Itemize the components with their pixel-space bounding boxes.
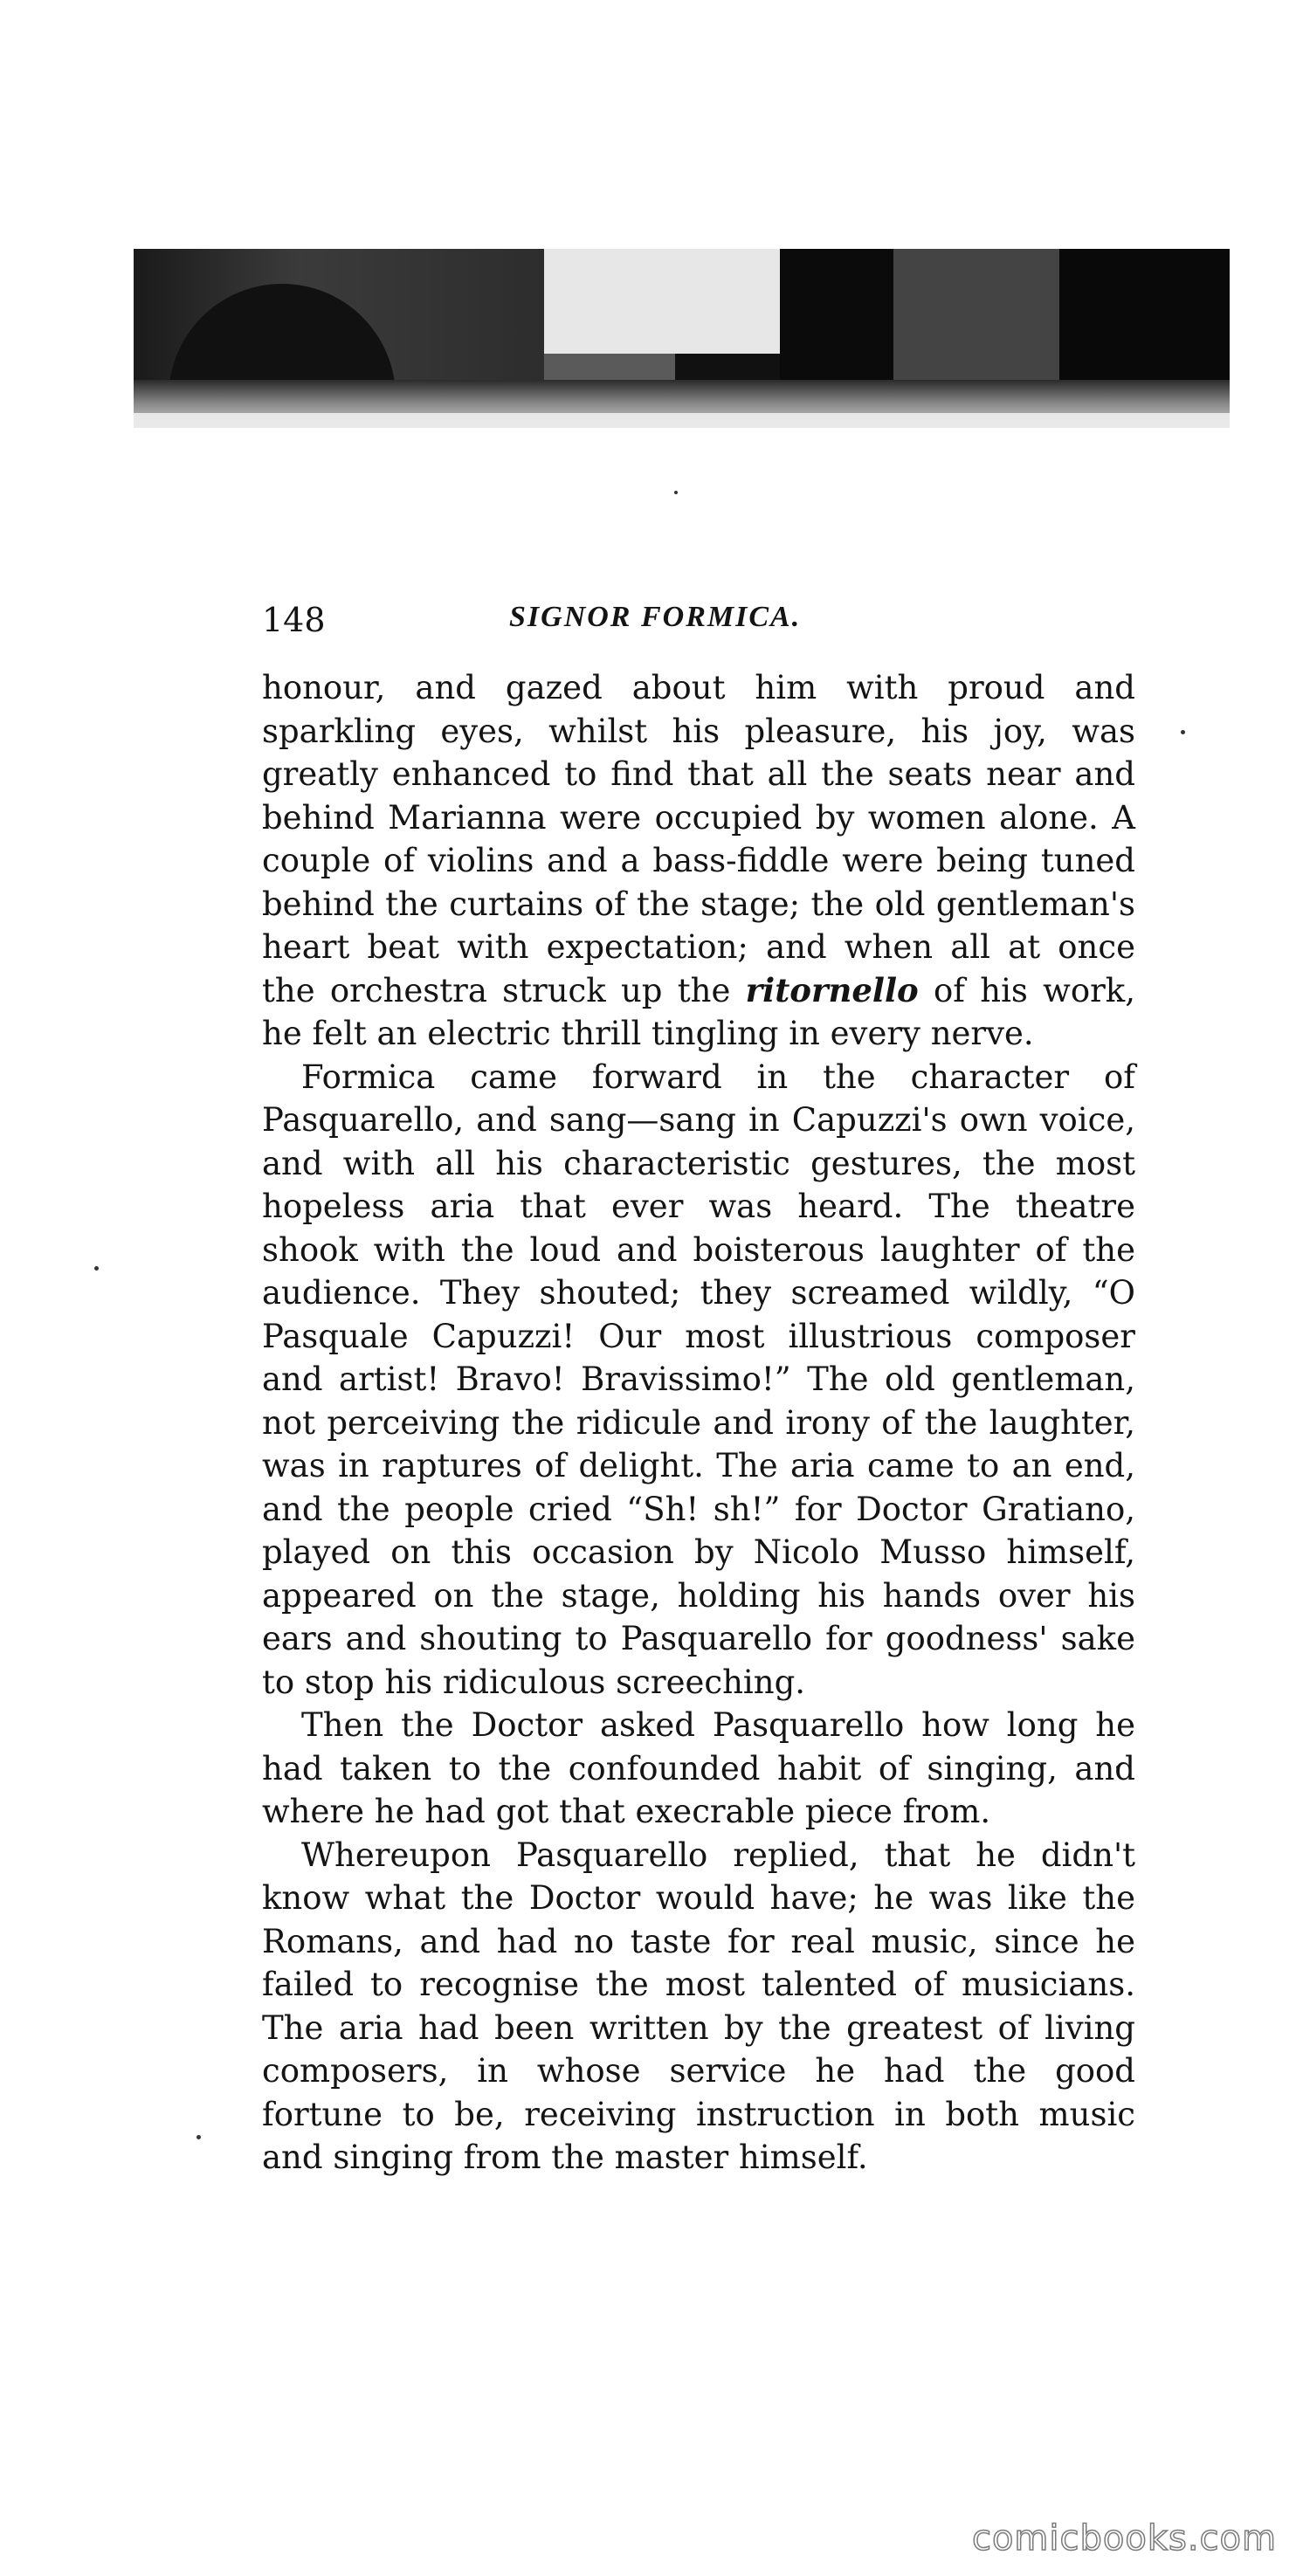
scanned-image-band xyxy=(134,249,1230,428)
watermark: comicbooks.com xyxy=(971,2518,1277,2559)
paragraph: Then the Doctor asked Pasquarello how long he had taken to the confounded habit of singing, and where he had got that execrable piece from. xyxy=(262,1706,1135,1830)
band-white-block xyxy=(544,249,780,354)
paragraph-text: honour, and gazed about him with proud and sparkling eyes, whilst his pleasure, his joy, was greatly enhanced to find that all the seats near and behind Marianna were occupied by women alone. A couple of violins and a bass-fiddle were being tuned behind the curtains of the stage; the old gentleman's heart beat with expectation; and when all at once the orchestra struck up the xyxy=(262,669,1135,1009)
running-head xyxy=(262,601,1135,644)
scan-speck xyxy=(196,2135,201,2139)
paragraph-text: of his work, he felt an electric thrill tingling in every nerve. xyxy=(262,971,1135,1052)
paragraph xyxy=(262,666,1135,1056)
body-text xyxy=(262,666,1135,2180)
page-number: 148 xyxy=(262,601,326,639)
scan-speck xyxy=(674,491,678,494)
scan-speck xyxy=(1181,730,1185,734)
paragraph: Formica came forward in the character of Pasquarello, and sang—sang in Capuzzi's own voice, and with all his characteristic gestures, the most hopeless aria that ever was heard. The theatre shook with the loud and boisterous laughter of the audience. They shouted; they screamed wildly, “O Pasquale Capuzzi! Our most illustrious composer and artist! Bravo! Bravissimo!” The old gentleman, not perceiving the ridicule and irony of the laughter, was in raptures of delight. The aria came to an end, and the people cried “Sh! sh!” for Doctor Gratiano, played on this occasion by Nicolo Musso himself, appeared on the stage, holding his hands over his ears and shouting to Pasquarello for goodness' sake to stop his ridiculous screeching. xyxy=(262,1057,1135,1701)
scan-speck xyxy=(94,1266,99,1271)
italic-term: ritornello xyxy=(745,970,919,1009)
running-title: SIGNOR FORMICA. xyxy=(509,601,802,633)
paragraph: Whereupon Pasquarello replied, that he didn't know what the Doctor would have; he was like the Romans, and had no taste for real music, since he failed to recognise the most talented of musicians. The aria had been written by the greatest of living composers, in whose service he had the good fortune to be, receiving instruction in both music and singing from the master himself. xyxy=(262,1836,1135,2176)
band-edge-line xyxy=(134,413,1230,428)
